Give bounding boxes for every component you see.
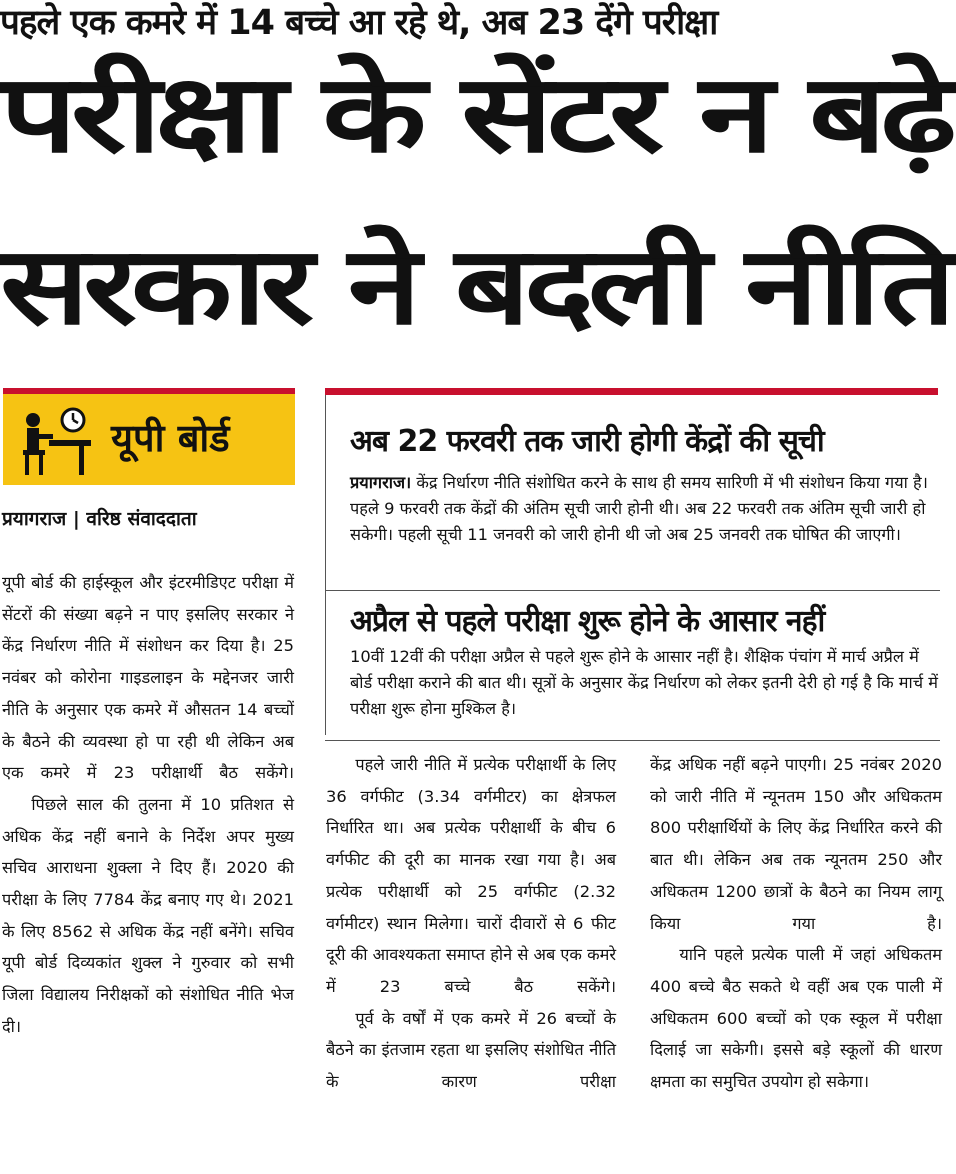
column-3-paragraph-2: यानि पहले प्रत्येक पाली में जहां अधिकतम 400 बच्चे बैठ सकते थे वहीं अब एक पाली में अधिकतम 600 बच्चों को एक स्कूल में परीक्षा दिलाई जा सकेगी। इससे बड़े स्कूलों की धारण क्षमता का समुचित उपयोग हो सकेगा। <box>650 945 942 1092</box>
article-column-1 <box>2 567 294 1043</box>
sidebar-box-1-text: केंद्र निर्धारण नीति संशोधित करने के साथ ही समय सारिणी में भी संशोधन किया गया है। पहले 9 फरवरी तक केंद्रों की अंतिम सूची जारी होनी थी। अब 22 फरवरी तक अंतिम सूची जारी हो सकेगी। पहली सूची 11 जनवरी को जारी होनी थी जो अब 25 जनवरी तक घोषित की जाएगी। <box>350 473 928 544</box>
student-at-desk-clock-icon <box>15 406 95 478</box>
byline: प्रयागराज | वरिष्ठ संवाददाता <box>2 508 197 530</box>
sidebar-box-2-heading: अप्रैल से पहले परीक्षा शुरू होने के आसार नहीं <box>350 604 825 639</box>
article-column-2 <box>326 749 616 1098</box>
column-2-paragraph-1: पहले जारी नीति में प्रत्येक परीक्षार्थी के लिए 36 वर्गफीट (3.34 वर्गमीटर) का क्षेत्रफल निर्धारित था। अब प्रत्येक परीक्षार्थी के बीच 6 वर्गफीट की दूरी का मानक रखा गया है। अब प्रत्येक परीक्षार्थी को 25 वर्गफीट (2.32 वर्गमीटर) स्थान मिलेगा। चारों दीवारों से 6 फीट दूरी की आवश्यकता समाप्त होने से अब एक कमरे में 23 बच्चे बैठ सकेंगे। <box>326 755 617 996</box>
article-column-3 <box>650 749 942 1098</box>
column-3-paragraph-1: केंद्र अधिक नहीं बढ़ने पाएगी। 25 नवंबर 2020 को जारी नीति में न्यूनतम 150 और अधिकतम 800 परीक्षार्थियों के लिए केंद्र निर्धारित करने की बात थी। लेकिन अब तक न्यूनतम 250 और अधिकतम 1200 छात्रों के बैठने का नियम लागू किया गया है। <box>650 755 942 933</box>
section-badge-label: यूपी बोर्ड <box>111 416 230 460</box>
column-2-paragraph-2: पूर्व के वर्षों में एक कमरे में 26 बच्चों के बैठने का इंतजाम रहता था इसलिए संशोधित नीति के कारण परीक्षा <box>326 1008 616 1092</box>
column-1-paragraph-2: पिछले साल की तुलना में 10 प्रतिशत से अधिक केंद्र नहीं बनाने के निर्देश अपर मुख्य सचिव आराधना शुक्ला ने दिए हैं। 2020 की परीक्षा के लिए 7784 केंद्र बनाए गए थे। 2021 के लिए 8562 से अधिक केंद्र नहीं बनेंगे। सचिव यूपी बोर्ड दिव्यकांत शुक्ल ने गुरुवार को सभी जिला विद्यालय निरीक्षकों को संशोधित नीति भेज दी। <box>2 794 294 1036</box>
section-badge <box>3 388 295 485</box>
box-left-rule <box>325 395 326 735</box>
sidebar-box-1 <box>350 420 940 548</box>
box-bottom-rule <box>325 740 940 741</box>
sidebar-box-1-heading: अब 22 फरवरी तक जारी होगी केंद्रों की सूची <box>350 424 824 459</box>
dateline: प्रयागराज। <box>350 473 412 492</box>
main-headline-line-1: परीक्षा के सेंटर न बढ़े <box>0 52 951 177</box>
box-top-rule <box>325 388 938 395</box>
sidebar-box-2 <box>350 600 940 722</box>
kicker-headline: पहले एक कमरे में 14 बच्चे आ रहे थे, अब 23 देंगे परीक्षा <box>0 3 718 43</box>
main-headline-line-2: सरकार ने बदली नीति <box>0 224 950 349</box>
column-1-paragraph-1: यूपी बोर्ड की हाईस्कूल और इंटरमीडिएट परीक्षा में सेंटरों की संख्या बढ़ने न पाए इसलिए सरकार ने केंद्र निर्धारण नीति में संशोधन कर दिया है। 25 नवंबर को कोरोना गाइडलाइन के मद्देनजर जारी नीति के अनुसार एक कमरे में औसतन 14 बच्चों के बैठने की व्यवस्था हो पा रही थी लेकिन अब एक कमरे में 23 परीक्षार्थी बैठ सकेंगे। <box>2 573 294 783</box>
box-divider <box>325 590 940 591</box>
sidebar-box-1-body <box>350 470 940 548</box>
sidebar-box-2-body: 10वीं 12वीं की परीक्षा अप्रैल से पहले शुरू होने के आसार नहीं है। शैक्षिक पंचांग में मार्च अप्रैल में बोर्ड परीक्षा कराने की बात थी। सूत्रों के अनुसार केंद्र निर्धारण को लेकर इतनी देरी हो गई है कि मार्च में परीक्षा शुरू होना मुश्किल है। <box>350 647 938 718</box>
